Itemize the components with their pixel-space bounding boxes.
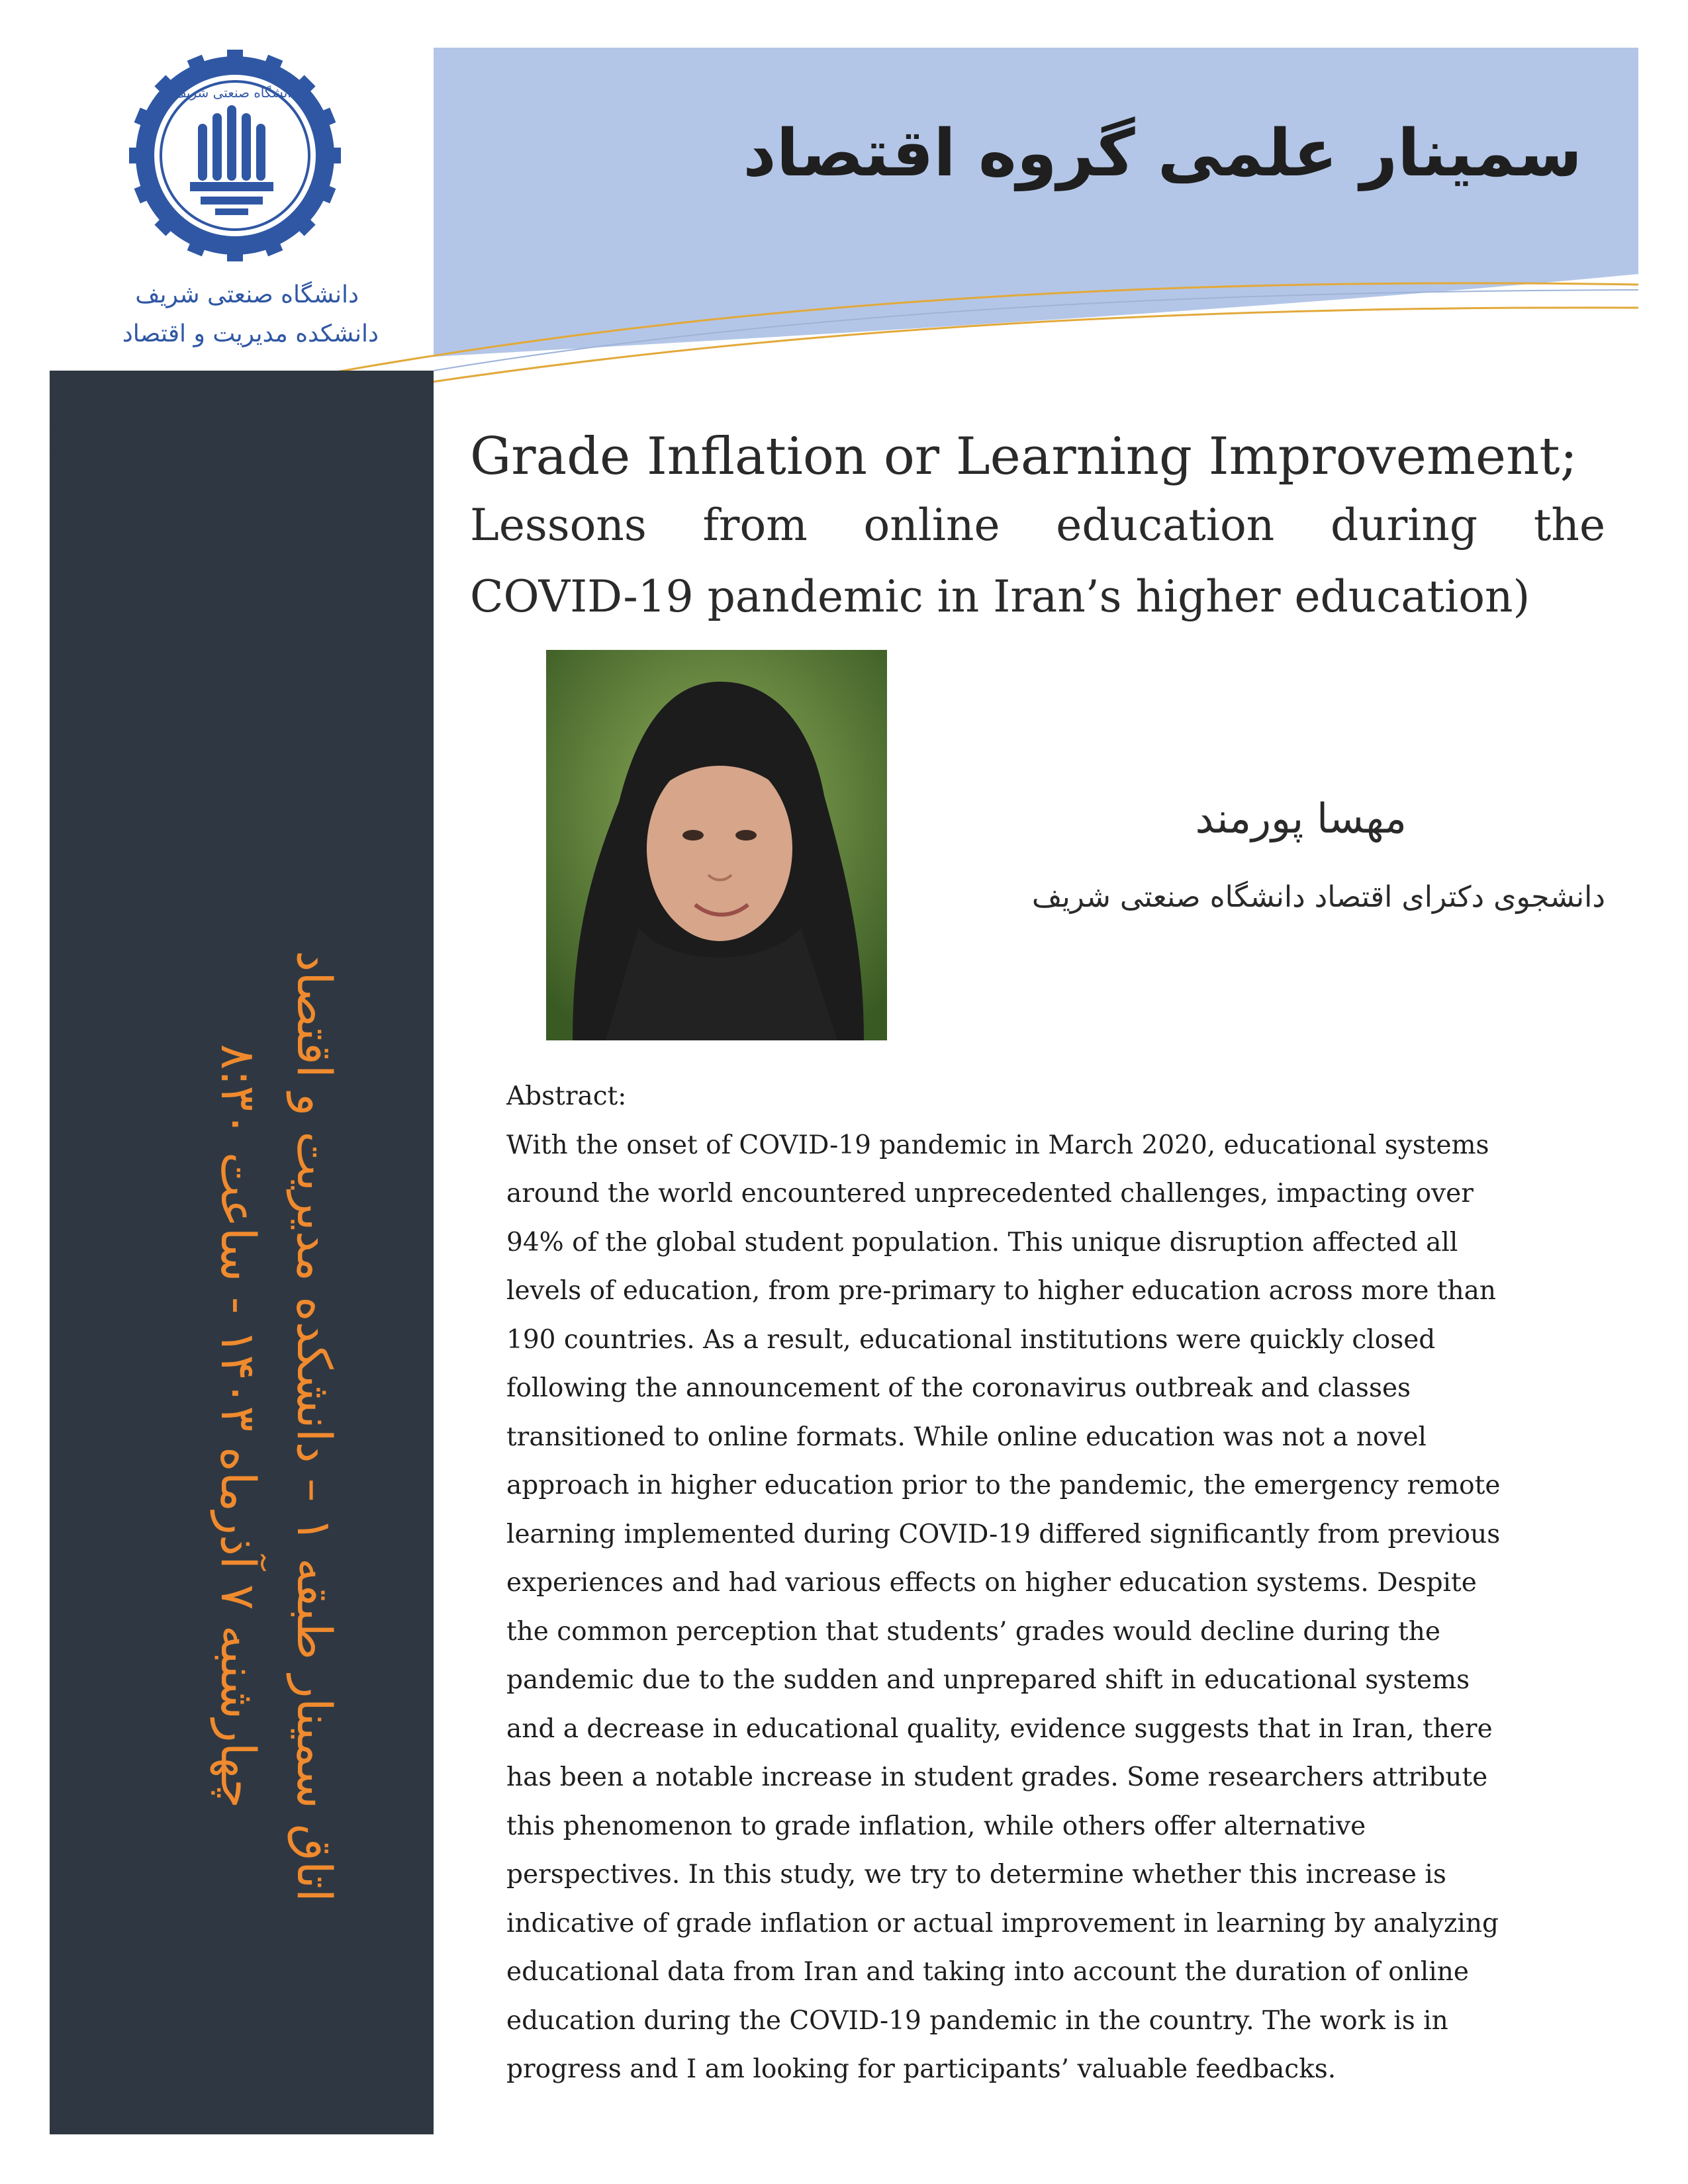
abstract-line: the common perception that students’ grades would decline during the (506, 1616, 1440, 1647)
abstract-line: learning implemented during COVID-19 differed significantly from previous (506, 1519, 1501, 1549)
abstract-line: experiences and had various effects on higher education systems. Despite (506, 1568, 1477, 1598)
talk-title-line: Grade Inflation or Learning Improvement; (470, 427, 1577, 486)
event-datetime: چهارشنبه ۷ آذرماه ۱۴۰۳ - ساعت ۸:۳۰ (211, 1044, 266, 1809)
abstract-line: indicative of grade inflation or actual improvement in learning by analyzing (506, 1908, 1499, 1938)
abstract-line: has been a notable increase in student grades. Some researchers attribute (506, 1762, 1488, 1792)
talk-title-line: Lessons from online education during the (470, 500, 1605, 551)
abstract-line: and a decrease in educational quality, evidence suggests that in Iran, there (506, 1713, 1493, 1744)
abstract-line: approach in higher education prior to the pandemic, the emergency remote (506, 1471, 1501, 1500)
abstract-line: education during the COVID-19 pandemic in the country. The work is in (506, 2005, 1448, 2036)
abstract-line: pandemic due to the sudden and unprepared shift in educational systems (506, 1665, 1470, 1695)
abstract-line: With the onset of COVID-19 pandemic in March 2020, educational systems (506, 1130, 1489, 1160)
abstract-heading: Abstract: (506, 1081, 627, 1111)
event-location: اتاق سمینار طبقه ۱ – دانشکده مدیریت و اقتصاد (287, 950, 342, 1902)
abstract-line: this phenomenon to grade inflation, while others offer alternative (506, 1811, 1366, 1841)
abstract-section (506, 1072, 1592, 2094)
abstract-line: following the announcement of the coronavirus outbreak and classes (506, 1373, 1411, 1403)
abstract-line: 94% of the global student population. This unique disruption affected all (506, 1227, 1458, 1257)
abstract-line: around the world encountered unprecedented challenges, impacting over (506, 1179, 1474, 1208)
speaker-photo (546, 650, 887, 1040)
speaker-affiliation: دانشجوی دکترای اقتصاد دانشگاه صنعتی شریف (1031, 880, 1605, 914)
abstract-line: progress and I am looking for participants’ valuable feedbacks. (506, 2054, 1336, 2084)
speaker-name: مهسا پورمند (1195, 794, 1407, 842)
abstract-body (506, 1121, 1592, 2094)
abstract-line: perspectives. In this study, we try to determine whether this increase is (506, 1860, 1446, 1889)
header-title: سمینار علمی گروه اقتصاد (743, 116, 1582, 191)
talk-title (470, 424, 1605, 633)
abstract-line: 190 countries. As a result, educational institutions were quickly closed (506, 1324, 1436, 1355)
university-logo (129, 50, 341, 261)
abstract-line: transitioned to online formats. While online education was not a novel (506, 1422, 1427, 1452)
faculty-name: دانشکده مدیریت و اقتصاد (122, 320, 379, 347)
abstract-line: educational data from Iran and taking into account the duration of online (506, 1957, 1469, 1987)
talk-title-line: COVID-19 pandemic in Iran’s higher education) (470, 571, 1530, 622)
logo-text: دانشگاه صنعتی شریف (173, 85, 297, 101)
abstract-line: levels of education, from pre-primary to higher education across more than (506, 1276, 1496, 1306)
sidebar-panel (50, 371, 434, 2134)
university-name: دانشگاه صنعتی شریف (135, 281, 359, 308)
